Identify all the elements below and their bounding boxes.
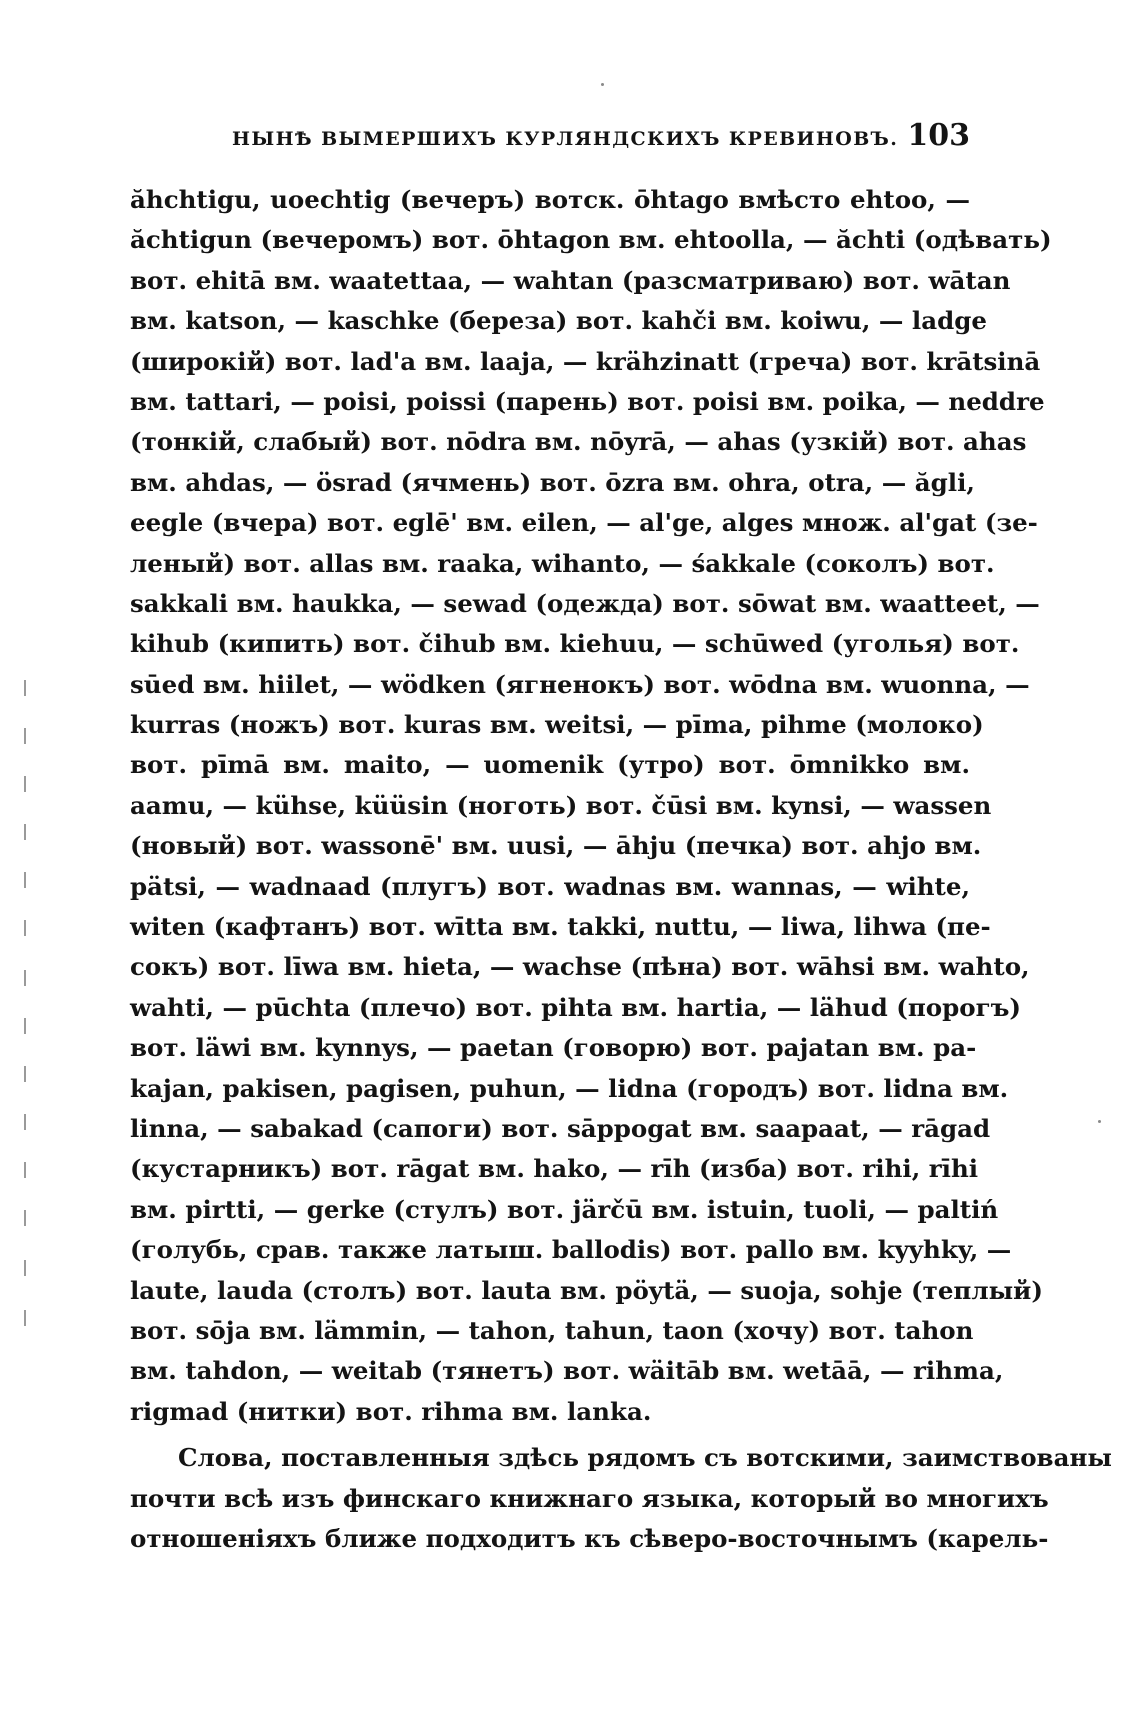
margin-scan-marks: [18, 680, 38, 1340]
text-line: почти всѣ изъ финскаго книжнаго языка, который во многихъ: [130, 1483, 1049, 1513]
running-title: НЫНѢ ВЫМЕРШИХЪ КУРЛЯНДСКИХЪ КРЕВИНОВЪ.: [232, 128, 899, 150]
paragraph-vocabulary-comparison: [130, 180, 1052, 1432]
paragraph-commentary: [130, 1438, 1112, 1559]
text-line: вм. tattari, — poisi, poissi (парень) вот. poisi вм. poika, — neddre: [130, 386, 1045, 416]
text-line: ăhchtigu, uoechtig (вечеръ) вотск. ōhtago вмѣсто ehtoo, —: [130, 185, 970, 214]
text-line: eegle (вчера) вот. eglē' вм. eilen, — al'ge, alges множ. al'gat (зе-: [130, 508, 1038, 538]
text-line: леный) вот. allas вм. raaka, wihanto, — śakkale (соколъ) вот.: [130, 548, 995, 578]
page-number: 103: [907, 118, 970, 153]
text-line: kihub (кипить) вот. čihub вм. kiehuu, — schūwed (уголья) вот.: [130, 629, 1020, 659]
text-line: (новый) вот. wassonē' вм. uusi, — āhju (печка) вот. ahjo вм.: [130, 831, 982, 861]
text-line: (широкій) вот. lad'a вм. laaja, — krähzinatt (греча) вот. krātsinā: [130, 346, 1041, 376]
text-line: вот. läwi вм. kynnys, — paetan (говорю) вот. pajatan вм. pa-: [130, 1033, 977, 1063]
body-text: [130, 180, 1112, 1559]
text-line: kajan, pakisen, pagisen, puhun, — lidna (городъ) вот. lidna вм.: [130, 1073, 1009, 1103]
text-line: вот. ehitā вм. waatettaa, — wahtan (разсматриваю) вот. wātan: [130, 265, 1011, 295]
text-line: laute, lauda (столъ) вот. lauta вм. pöytä, — suoja, sohje (теплый): [130, 1275, 1043, 1305]
text-line: ăchtigun (вечеромъ) вот. ōhtagon вм. ehtoolla, — ăchti (одѣвать): [130, 225, 1052, 255]
text-line: вм. pirtti, — gerke (стулъ) вот. järčū вм. istuin, tuoli, — paltiń: [130, 1194, 999, 1224]
text-line: witen (кафтанъ) вот. wītta вм. takki, nuttu, — liwa, lihwa (пе-: [130, 912, 991, 942]
text-line: wahti, — pūchta (плечо) вот. pihta вм. hartia, — lähud (порогъ): [130, 992, 1021, 1022]
text-line: sūed вм. hiilet, — wödken (ягненокъ) вот. wōdna вм. wuonna, —: [130, 669, 1030, 699]
scan-speck: [601, 83, 604, 86]
text-line: сокъ) вот. līwa вм. hieta, — wachse (пѣна) вот. wāhsi вм. wahto,: [130, 952, 1030, 982]
text-line: kurras (ножъ) вот. kuras вм. weitsi, — pīma, pihme (молоко): [130, 710, 984, 740]
text-line: отношеніяхъ ближе подходитъ къ сѣверо-восточнымъ (карель-: [130, 1523, 1049, 1553]
scan-speck: [1098, 1120, 1101, 1123]
text-line: (кустарникъ) вот. rāgat вм. hako, — rīh (изба) вот. rihi, rīhi: [130, 1154, 979, 1184]
text-line: вот. sōja вм. lämmin, — tahon, tahun, taon (хочу) вот. tahon: [130, 1315, 974, 1345]
text-line: pätsi, — wadnaad (плугъ) вот. wadnas вм. wannas, — wihte,: [130, 871, 970, 901]
text-line: linna, — sabakad (сапоги) вот. sāppogat вм. saapaat, — rāgad: [130, 1113, 991, 1143]
text-line: sakkali вм. haukka, — sewad (одежда) вот. sōwat вм. waatteet, —: [130, 588, 1040, 618]
text-line: rigmad (нитки) вот. rihma вм. lanka.: [130, 1396, 652, 1426]
text-line: aamu, — kühse, küüsin (ноготь) вот. čūsi вм. kynsi, — wassen: [130, 790, 992, 820]
text-line: Слова, поставленныя здѣсь рядомъ съ вотскими, заимствованы: [178, 1443, 1112, 1473]
text-line: вм. katson, — kaschke (береза) вот. kahči вм. koiwu, — ladge: [130, 306, 987, 336]
running-header: [130, 112, 970, 162]
text-line: вот. pīmā вм. maito, — uomenik (утро) вот. ōmnikko вм.: [130, 750, 970, 780]
text-line: (голубь, срав. также латыш. ballodis) вот. pallo вм. kyyhky, —: [130, 1235, 1012, 1265]
text-line: (тонкій, слабый) вот. nōdra вм. nōyrā, — ahas (узкій) вот. ahas: [130, 427, 1027, 457]
text-line: вм. ahdas, — ösrad (ячмень) вот. ōzra вм. ohra, otra, — ăgli,: [130, 467, 975, 497]
text-line: вм. tahdon, — weitab (тянетъ) вот. wäitāb вм. wetāā, — rihma,: [130, 1356, 1004, 1386]
